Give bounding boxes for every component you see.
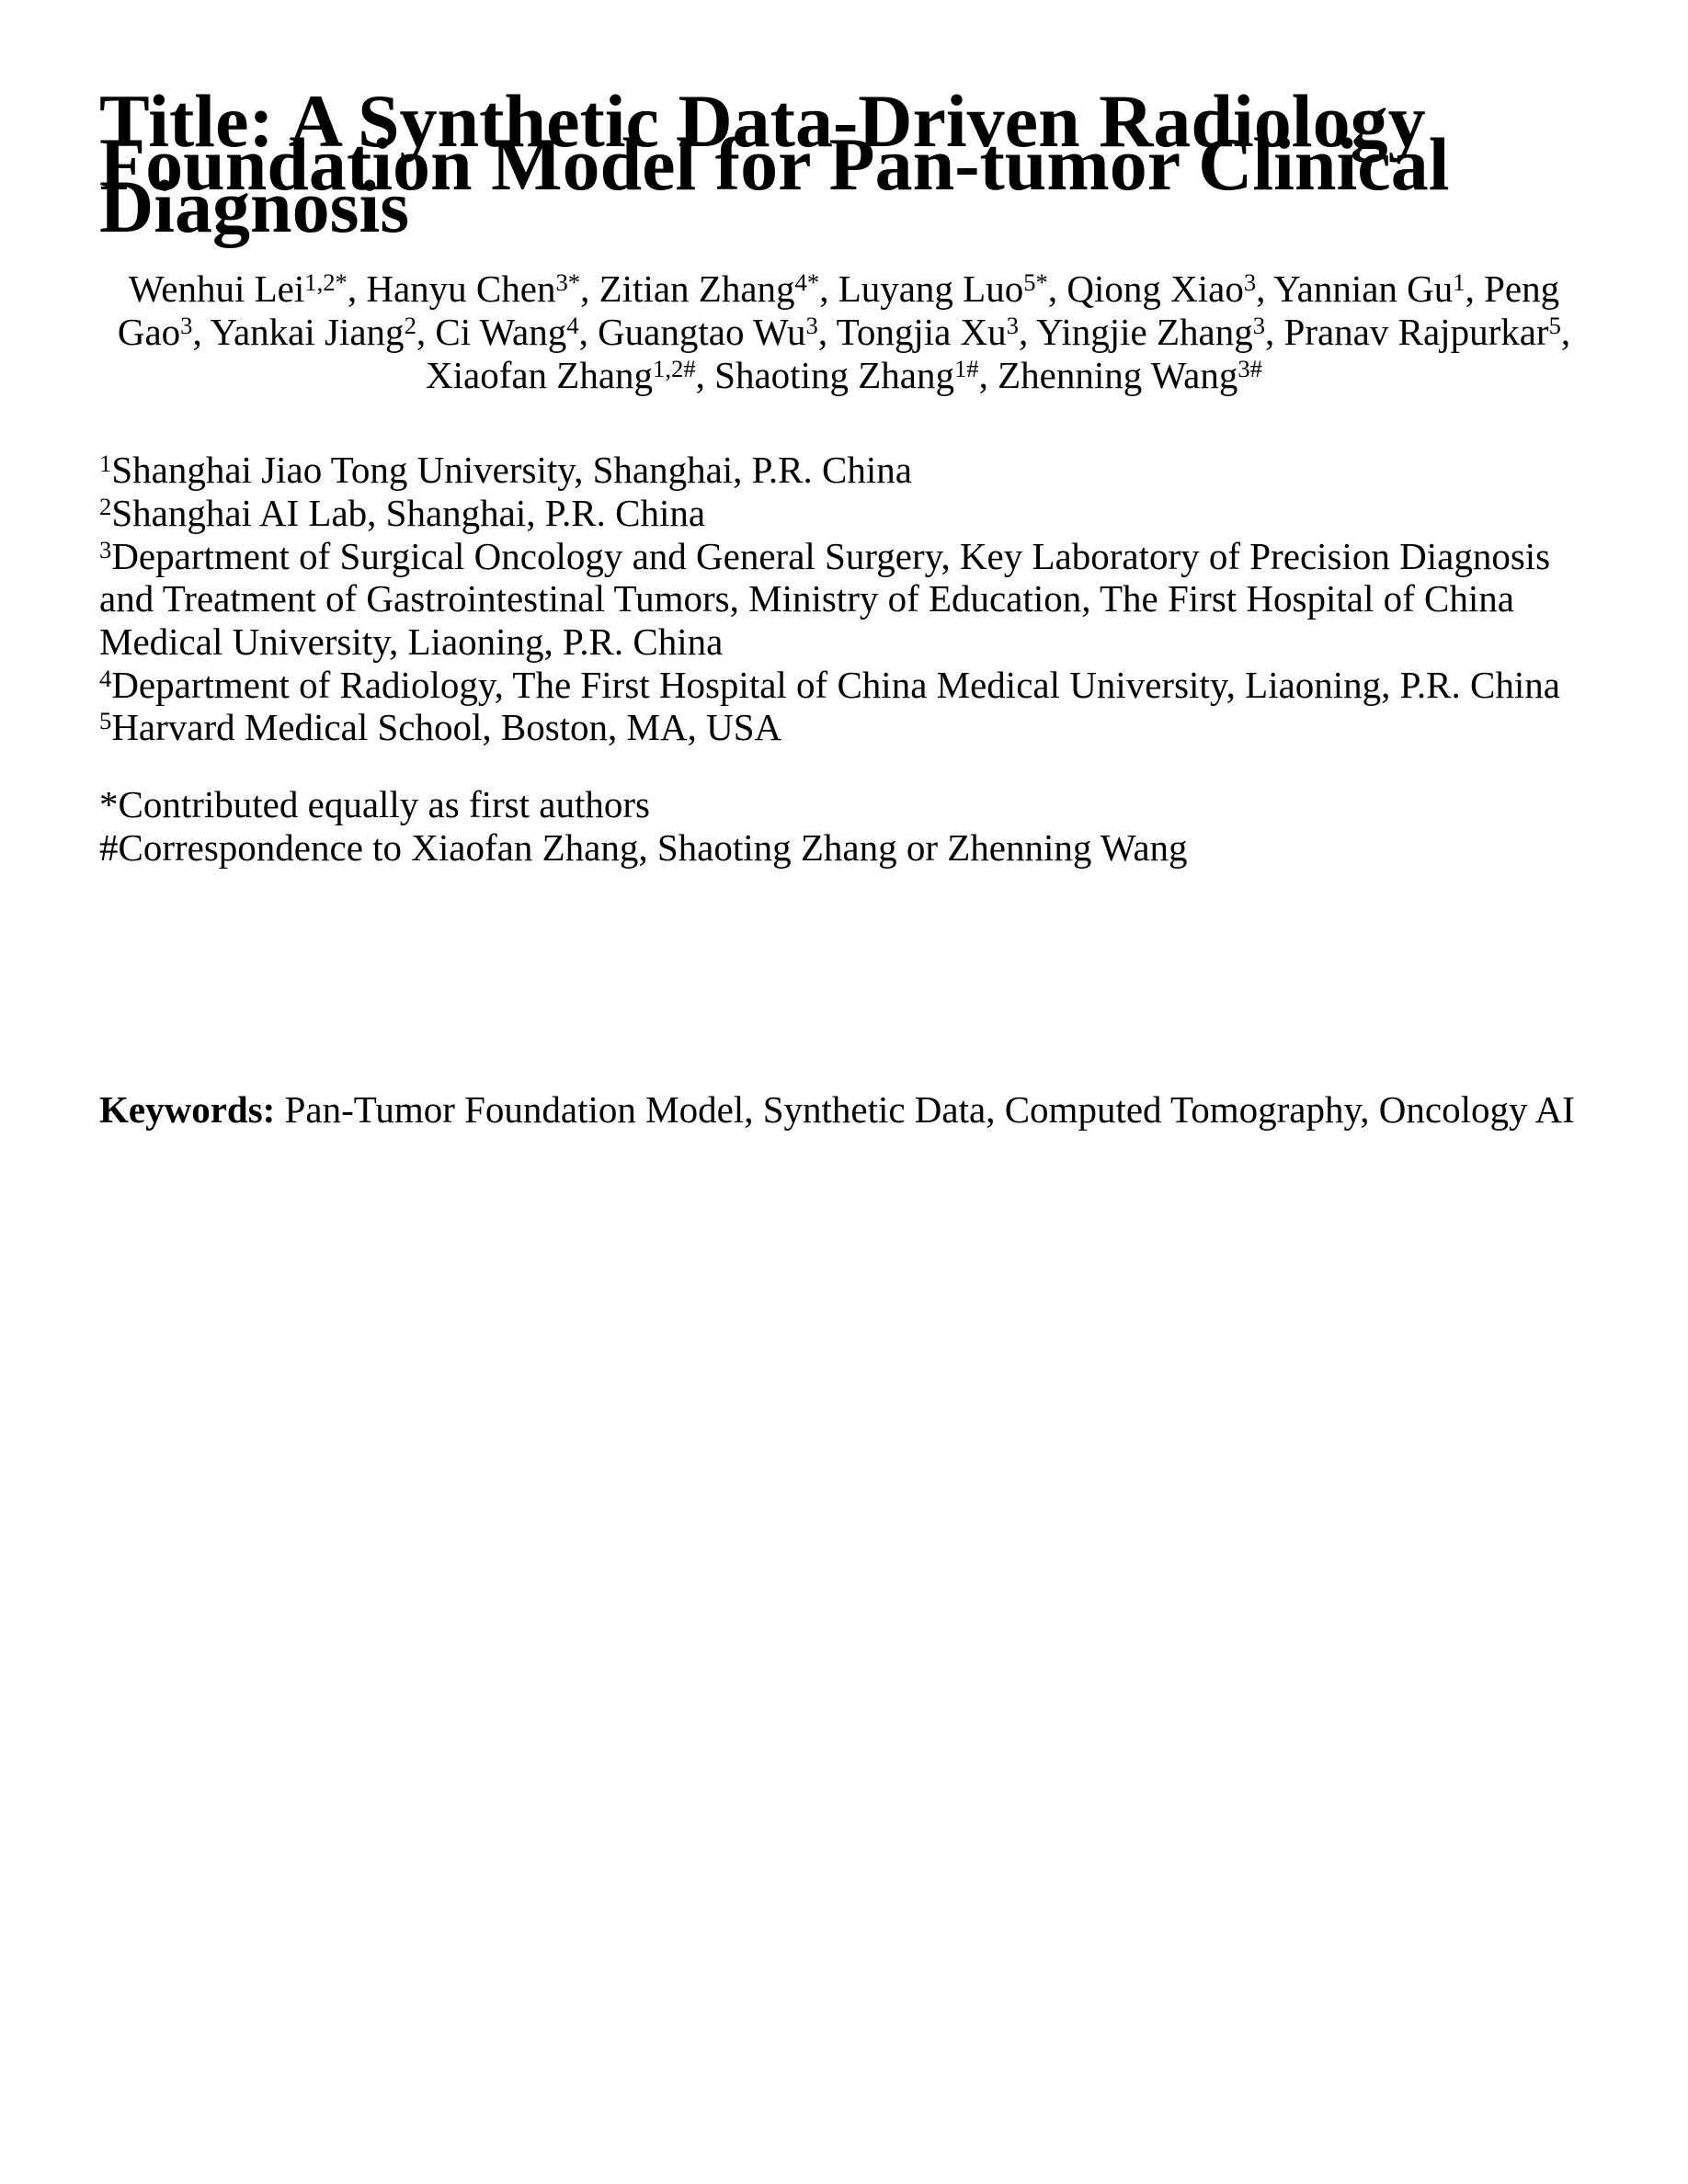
author-affiliation-sup: 1,2* <box>304 268 348 297</box>
author-affiliation-sup: 3* <box>555 268 581 297</box>
author: Yingjie Zhang$^3$ <box>1035 310 1266 353</box>
author-affiliation-sup: 2 <box>404 311 416 339</box>
affiliation-entry: $^4$Department of Radiology, The First Hospital of China Medical University, Liaoning, P.R. China <box>99 663 1560 706</box>
affiliation-number-sup: 5 <box>99 707 112 735</box>
affiliation-number-sup: 1 <box>99 449 112 478</box>
keywords-line <box>99 1088 1589 1132</box>
author-affiliation-sup: 4* <box>794 268 820 297</box>
keywords-text: Pan-Tumor Foundation Model, Synthetic Data, Computed Tomography, Oncology AI <box>284 1087 1575 1131</box>
author: Guangtao Wu$^3$ <box>598 310 818 353</box>
affiliation-entry: $^5$Harvard Medical School, Boston, MA, USA <box>99 706 782 749</box>
footnote-line: *Contributed equally as first authors <box>99 783 650 826</box>
author: Pranav Rajpurkar$^5$ <box>1283 310 1561 353</box>
author-affiliation-sup: 3 <box>1252 311 1266 339</box>
author: Wenhui Lei$^{1,2*}$ <box>128 267 348 311</box>
author: Shaoting Zhang$^{1\#}$ <box>714 353 979 396</box>
author-affiliation-sup: 3# <box>1237 354 1262 382</box>
author-affiliation-sup: 3 <box>180 311 193 339</box>
affiliation-entry: $^1$Shanghai Jiao Tong University, Shanghai, P.R. China <box>99 449 912 492</box>
author: Yankai Jiang$^2$ <box>210 310 416 353</box>
affiliation-list <box>99 449 1589 749</box>
author-affiliation-sup: 5* <box>1023 268 1048 297</box>
author-affiliation-sup: 3 <box>1243 268 1257 297</box>
affiliation-number-sup: 4 <box>99 664 112 692</box>
author: Zitian Zhang$^{4*}$ <box>599 267 820 311</box>
author: Zhenning Wang$^{3\#}$ <box>998 353 1262 396</box>
author: Yannian Gu$^1$ <box>1273 267 1466 311</box>
author-affiliation-sup: 4 <box>566 311 579 339</box>
affiliation-entry: $^2$Shanghai AI Lab, Shanghai, P.R. China <box>99 491 706 534</box>
author: Luyang Luo$^{5*}$ <box>838 267 1048 311</box>
author-affiliation-sup: 1 <box>1453 268 1466 297</box>
footnote-line: #Correspondence to Xiaofan Zhang, Shaoting Zhang or Zhenning Wang <box>99 825 1188 869</box>
author-affiliation-sup: 1# <box>953 354 979 382</box>
author: Peng Gao$^3$ <box>117 267 1560 353</box>
affiliation-entry: $^3$Department of Surgical Oncology and General Surgery, Key Laboratory of Precision Diagnosis and Treatment of Gastrointestinal Tumors, Ministry of Education, The First Hospital of China Medical University, Liaoning, P.R. China <box>99 534 1551 664</box>
affiliation-number-sup: 2 <box>99 492 112 520</box>
author-affiliation-sup: 3 <box>1006 311 1019 339</box>
keywords-label: Keywords: <box>99 1087 276 1131</box>
author: Tongjia Xu$^3$ <box>836 310 1019 353</box>
footnote-list <box>99 783 1589 869</box>
author: Xiaofan Zhang$^{1,2\#}$ <box>426 353 696 396</box>
author-affiliation-sup: 3 <box>805 311 818 339</box>
author-list: Wenhui Lei$^{1,2*}$, Hanyu Chen$^{3*}$, Zitian Zhang$^{4*}$, Luyang Luo$^{5*}$, Qiong Xiao$^3$, Yannian Gu$^1$, Peng Gao$^3$, Yankai Jiang$^2$, Ci Wang$^4$, Guangtao Wu$^3$, Tongjia Xu$^3$, Yingjie Zhang$^3$, Pranav Rajpurkar$^5$, Xiaofan Zhang$^{1,2\#}$, Shaoting Zhang$^{1\#}$, Zhenning Wang$^{3\#}$ <box>117 267 1571 396</box>
author-affiliation-sup: 5 <box>1548 311 1561 339</box>
affiliation-number-sup: 3 <box>99 535 112 563</box>
author: Hanyu Chen$^{3*}$ <box>366 267 581 311</box>
author: Ci Wang$^4$ <box>435 310 579 353</box>
author-affiliation-sup: 1,2# <box>653 354 696 382</box>
author: Qiong Xiao$^3$ <box>1066 267 1257 311</box>
page-title: Title: A Synthetic Data-Driven Radiology Foundation Model for Pan-tumor Clinical Diagnosis <box>99 79 1450 249</box>
